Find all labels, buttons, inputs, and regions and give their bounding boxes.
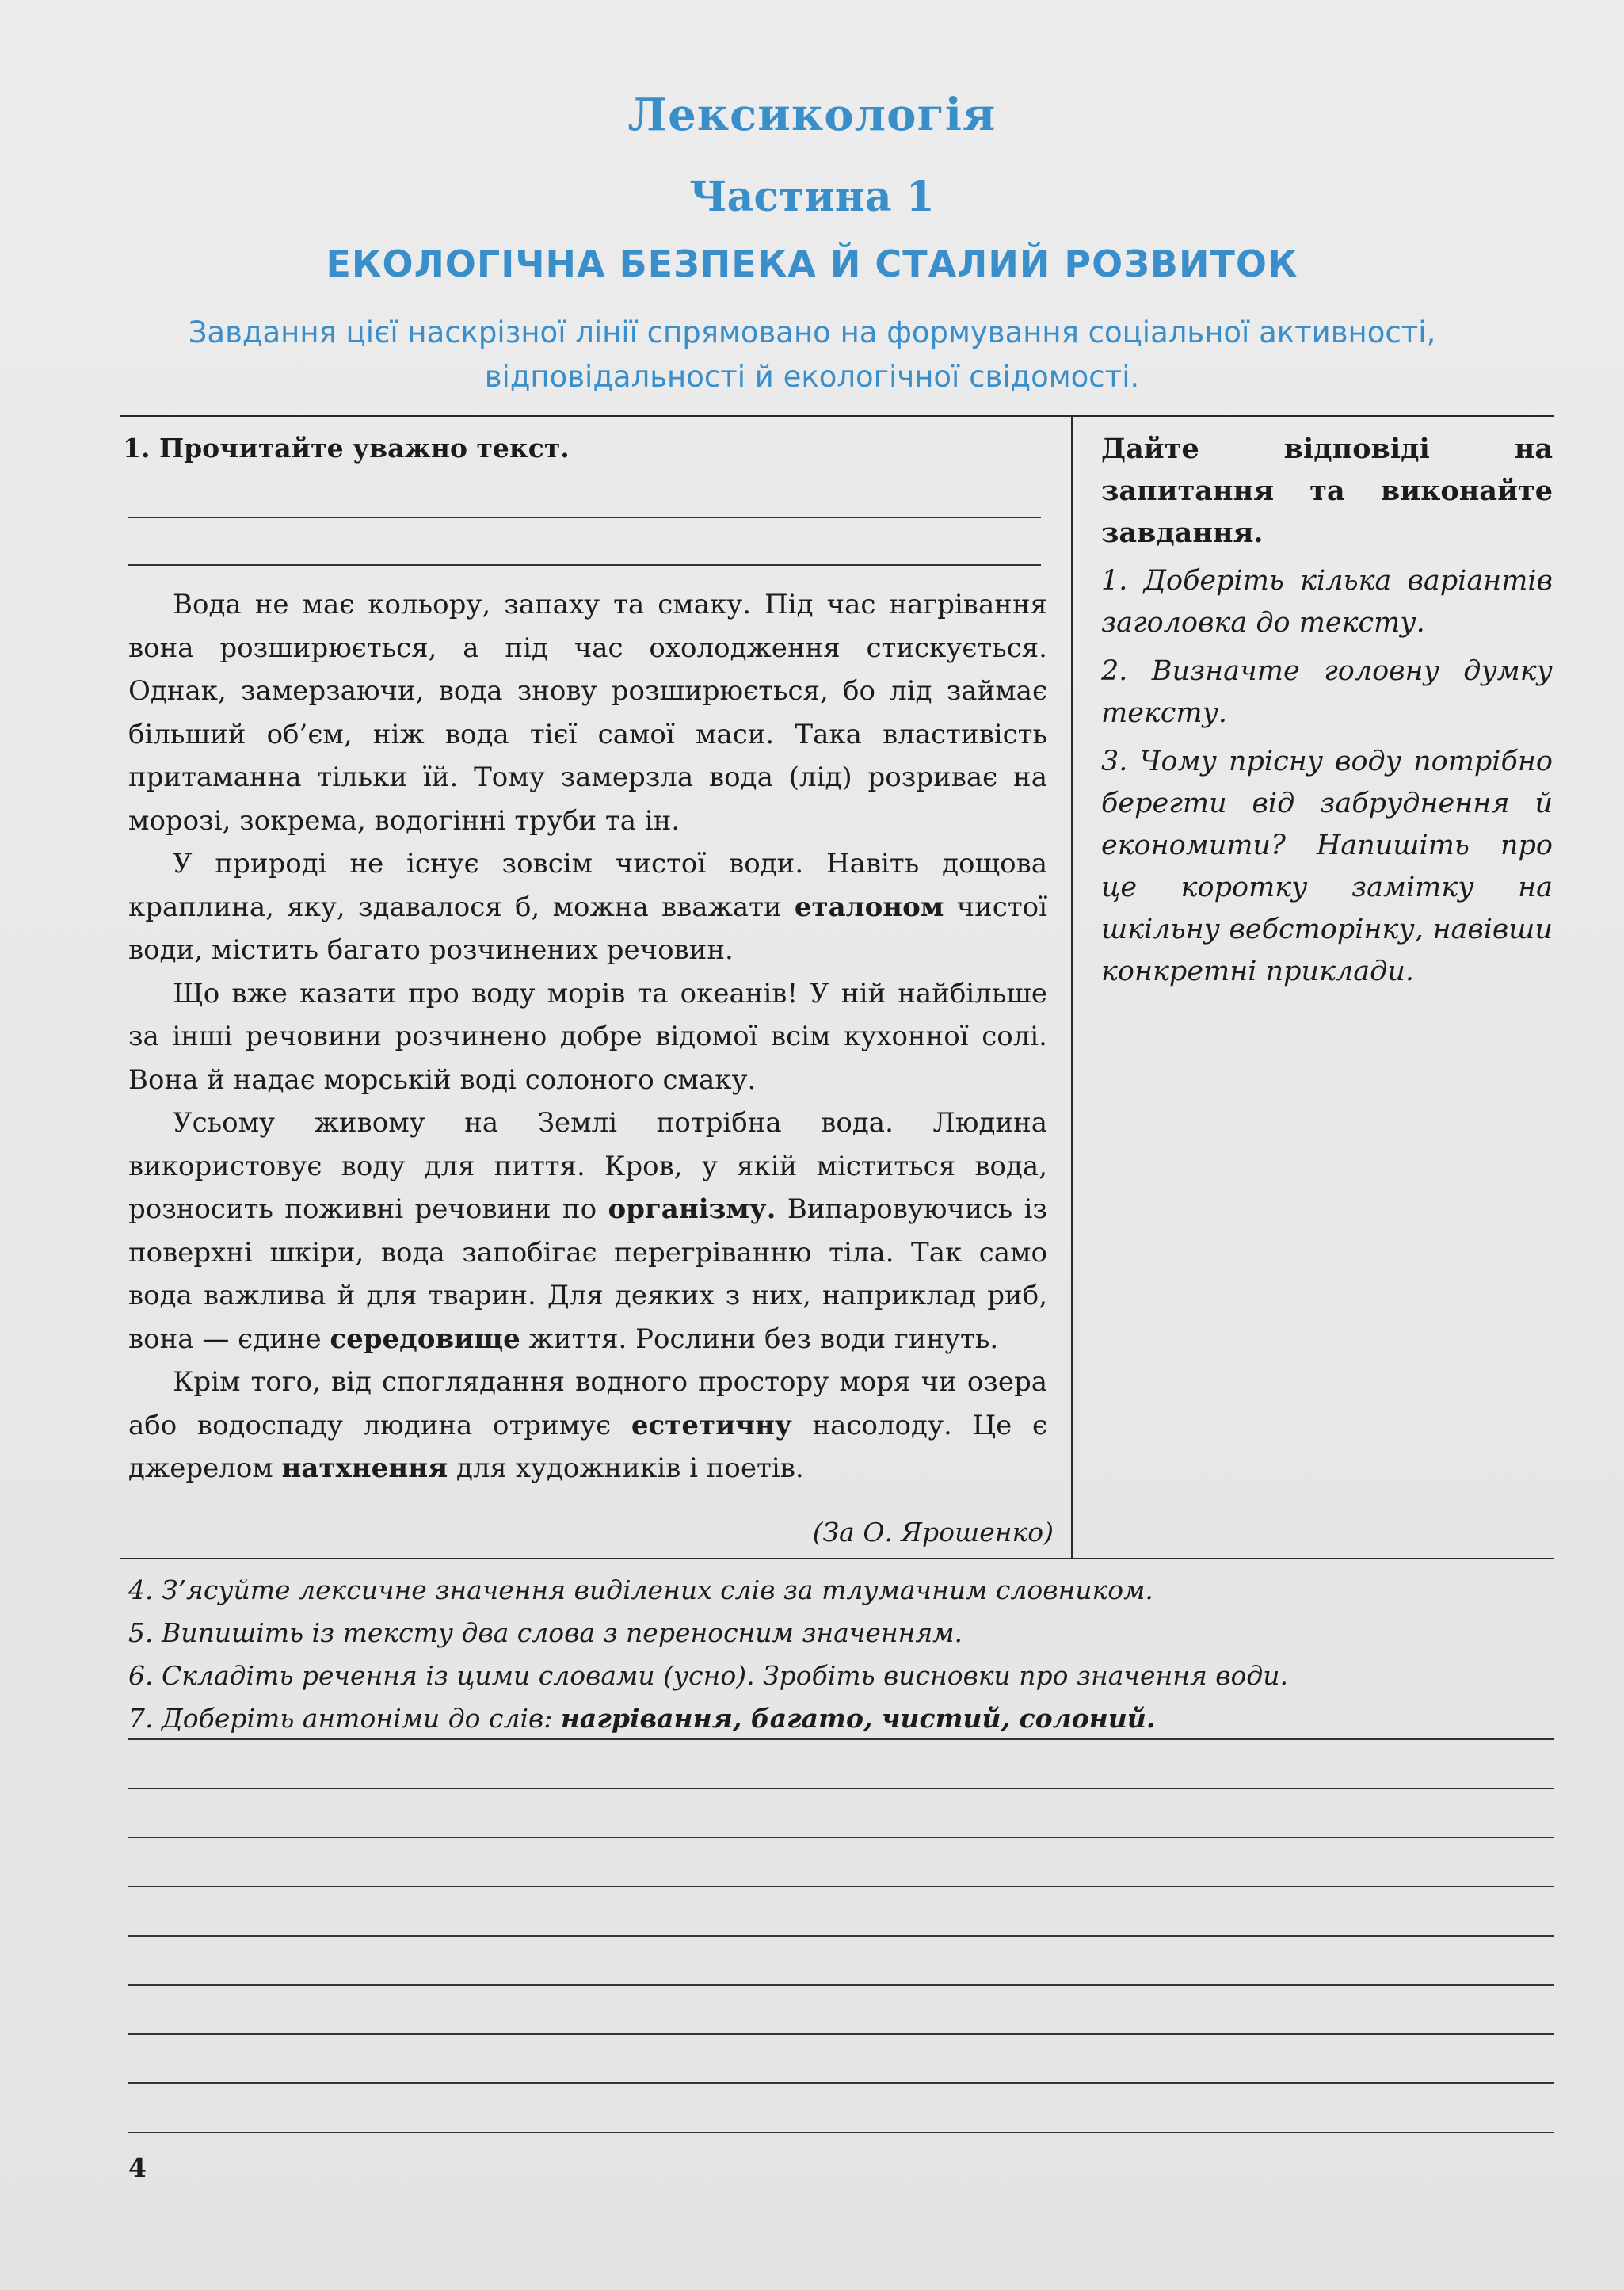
table-column-divider <box>1071 415 1073 1558</box>
reading-text <box>128 583 1047 1490</box>
question-2: 2. Визначте головну думку тексту. <box>1101 655 1553 729</box>
text-source: (За О. Ярошенко) <box>812 1517 1054 1548</box>
highlighted-word: натхнення <box>281 1452 448 1484</box>
table-top-border <box>120 415 1554 417</box>
theme-description <box>143 311 1481 399</box>
text-paragraph <box>128 583 1047 842</box>
answer-line[interactable] <box>128 2132 1554 2133</box>
questions-heading: Дайте відповіді на запитання та виконайте завдання. <box>1101 433 1553 549</box>
text-paragraph <box>128 842 1047 972</box>
task-1-label: 1. Прочитайте уважно текст. <box>123 433 570 464</box>
text-paragraph <box>128 1101 1047 1361</box>
paragraph-text: насолоду. Це є джерелом <box>128 1409 1047 1484</box>
title-answer-line-1 <box>128 517 1041 518</box>
task-7-text: 7. Доберіть антоніми до слів: <box>128 1703 561 1734</box>
paragraph-text: Що вже казати про воду морів та океанів! У ній найбільше за інші речовини розчинено добре відомої всім кухонної солі. Вона й надає морській воді солоного смаку. <box>128 977 1047 1096</box>
answer-line[interactable] <box>128 1984 1554 1986</box>
additional-tasks <box>128 1569 1570 1740</box>
title-answer-line-2 <box>128 564 1041 566</box>
paragraph-text: для художників і поетів. <box>448 1452 804 1484</box>
section-title: Лексикологія <box>627 89 997 141</box>
part-title: Частина 1 <box>689 173 935 221</box>
paragraph-text: чистої води, містить багато розчинених речовин. <box>128 891 1047 966</box>
text-paragraph <box>128 1361 1047 1490</box>
highlighted-word: середовище <box>330 1322 520 1355</box>
answer-line[interactable] <box>128 2082 1554 2084</box>
highlighted-word: організму. <box>608 1193 776 1225</box>
question-1: 1. Доберіть кілька варіантів заголовка до тексту. <box>1101 565 1553 639</box>
answer-line[interactable] <box>128 1886 1554 1887</box>
page-number: 4 <box>128 2152 147 2183</box>
answer-line[interactable] <box>128 2033 1554 2035</box>
description-line-1: Завдання цієї наскрізної лінії спрямовано на формування соціальної активності, <box>188 315 1436 349</box>
paragraph-text: Усьому живому на Землі потрібна вода. Людина використовує воду для пиття. Кров, у якій міститься вода, розносить поживні речовини по <box>128 1107 1047 1225</box>
task-6: 6. Складіть речення із цими словами (усно). Зробіть висновки про значення води. <box>128 1660 1289 1691</box>
questions-column <box>1101 428 1553 993</box>
table-bottom-border <box>120 1558 1554 1559</box>
task-7 <box>128 1697 1570 1740</box>
answer-line[interactable] <box>128 1837 1554 1838</box>
paragraph-text: Випаровуючись із поверхні шкіри, вода запобігає перегріванню тіла. Так само вода важлива й для тварин. Для деяких з них, наприклад риб, вона — єдине <box>128 1193 1047 1355</box>
question-3: 3. Чому прісну воду потрібно берегти від забруднення й економити? Напишіть про це коротку замітку на шкільну вебсторінку, навівши конкретні приклади. <box>1101 746 1553 987</box>
description-line-2: відповідальності й екологічної свідомості. <box>484 360 1140 394</box>
answer-line[interactable] <box>128 1788 1554 1789</box>
paragraph-text: Крім того, від споглядання водного простору моря чи озера або водоспаду людина отримує <box>128 1366 1047 1441</box>
paragraph-text: життя. Рослини без води гинуть. <box>520 1322 999 1355</box>
task-4: 4. З’ясуйте лексичне значення виділених слів за тлумачним словником. <box>128 1574 1153 1605</box>
answer-line[interactable] <box>128 1738 1554 1740</box>
highlighted-word: естетичну <box>631 1409 792 1441</box>
answer-line[interactable] <box>128 1935 1554 1937</box>
paragraph-text: У природі не існує зовсім чистої води. Навіть дощова краплина, яку, здавалося б, можна вважати <box>128 848 1047 923</box>
highlighted-word: еталоном <box>794 891 944 923</box>
paragraph-text: Вода не має кольору, запаху та смаку. Під час нагрівання вона розширюється, а під час охолодження стискується. Однак, замерзаючи, вода знову розширюється, бо лід займає більший об’єм, ніж вода тієї самої маси. Така властивість притаманна тільки їй. Тому замерзла вода (лід) розриває на морозі, зокрема, водогінні труби та ін. <box>128 589 1047 837</box>
theme-title: ЕКОЛОГІЧНА БЕЗПЕКА Й СТАЛИЙ РОЗВИТОК <box>326 242 1298 285</box>
task-5: 5. Випишіть із тексту два слова з переносним значенням. <box>128 1617 963 1648</box>
text-paragraph <box>128 972 1047 1102</box>
task-7-words: нагрівання, багато, чистий, солоний. <box>560 1703 1156 1734</box>
